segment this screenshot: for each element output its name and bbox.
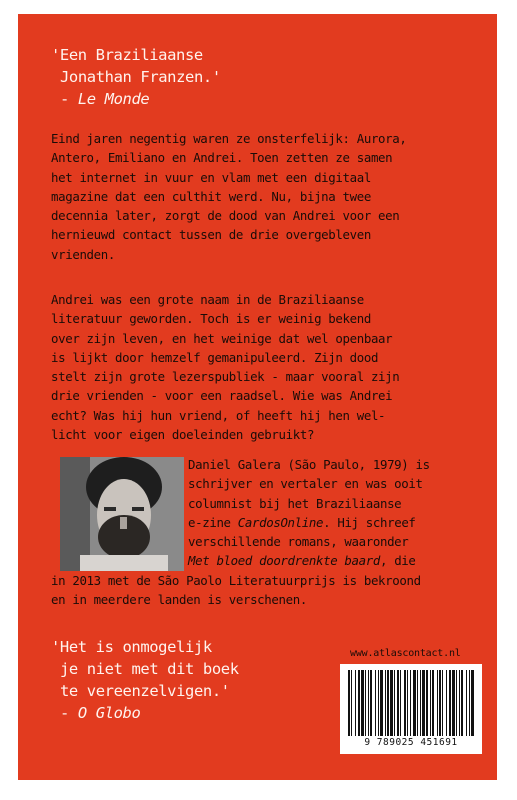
quote-line: Jonathan Franzen.': [60, 68, 221, 86]
text-line: Eind jaren negentig waren ze onsterfelijk: Aurora,: [51, 131, 407, 146]
blurb-paragraph-1: [51, 129, 491, 264]
quote-source: - Le Monde: [60, 90, 150, 108]
barcode-bar: [380, 670, 383, 736]
text-line: Antero, Emiliano en Andrei. Toen zetten ze samen: [51, 150, 393, 166]
text-line: is lijkt door hemzelf gemanipuleerd. Zijn dood: [51, 349, 379, 365]
bio-line: columnist bij het Braziliaanse: [188, 495, 402, 511]
bio-line: verschillende romans, waaronder: [188, 534, 409, 550]
text-line: magazine dat een culthit werd. Nu, bijna twee: [51, 188, 371, 204]
barcode-bar: [387, 670, 389, 736]
barcode-bar: [348, 670, 350, 736]
quote-line: je niet met dit boek: [60, 660, 239, 678]
barcode-bar: [378, 670, 379, 736]
barcode-bar: [385, 670, 386, 736]
barcode-bar: [394, 670, 395, 736]
barcode-bar: [426, 670, 428, 736]
text-line: stelt zijn grote lezerspubliek - maar vooral zijn: [51, 369, 400, 385]
barcode-bar: [365, 670, 366, 736]
quote-line: 'Het is onmogelijk: [51, 638, 212, 656]
text-line: over zijn leven, en het weinige dat wel openbaar: [51, 330, 393, 346]
barcode-bar: [437, 670, 438, 736]
barcode-bar: [351, 670, 352, 736]
review-quote-bottom: [51, 636, 239, 724]
bio-line: in 2013 met de São Paolo Literatuurprijs is bekroond: [51, 572, 421, 588]
barcode-bar: [413, 670, 416, 736]
barcode-bar: [439, 670, 441, 736]
isbn-barcode: [340, 664, 482, 754]
barcode-bar: [449, 670, 451, 736]
barcode-bar: [361, 670, 364, 736]
review-quote-top: [51, 44, 221, 110]
bio-line: Daniel Galera (São Paulo, 1979) is: [188, 457, 430, 472]
text-line: decennia later, zorgt de dood van Andrei voor een: [51, 208, 400, 224]
quote-source: - O Globo: [60, 704, 141, 722]
barcode-bar: [459, 670, 460, 736]
blurb-paragraph-2: [51, 290, 491, 444]
barcode-bar: [404, 670, 406, 736]
barcode-bar: [452, 670, 455, 736]
barcode-bar: [370, 670, 372, 736]
author-bio: [51, 455, 491, 609]
barcode-bar: [407, 670, 408, 736]
barcode-bar: [410, 670, 411, 736]
text-line: literatuur geworden. Toch is er weinig bekend: [51, 311, 371, 327]
text-line: echt? Was hij hun vriend, of heeft hij hen wel-: [51, 407, 386, 423]
text-line: licht voor eigen doeleinden gebruikt?: [51, 427, 315, 443]
barcode-bar: [397, 670, 399, 736]
barcode-bar: [422, 670, 425, 736]
barcode-bar: [461, 670, 463, 736]
barcode-bar: [400, 670, 401, 736]
barcode-bar: [471, 670, 474, 736]
barcode-bar: [420, 670, 421, 736]
barcode-bar: [466, 670, 467, 736]
publisher-website: www.atlascontact.nl: [350, 648, 461, 659]
bio-line: Met bloed doordrenkte baard, die: [188, 553, 416, 569]
barcode-bars: [346, 670, 476, 736]
bio-line: en in meerdere landen is verschenen.: [51, 592, 307, 608]
isbn-number: 9 789025 451691: [364, 737, 458, 748]
barcode-bar: [469, 670, 470, 736]
quote-line: te vereenzelvigen.': [60, 682, 230, 700]
bio-line: e-zine CardosOnline. Hij schreef: [188, 514, 416, 530]
barcode-bar: [355, 670, 356, 736]
barcode-bar: [390, 670, 393, 736]
text-line: hernieuwd contact tussen de drie overgebleven: [51, 227, 371, 243]
barcode-bar: [446, 670, 447, 736]
barcode-bar: [456, 670, 457, 736]
barcode-bar: [375, 670, 376, 736]
quote-line: 'Een Braziliaanse: [51, 46, 203, 64]
text-line: drie vrienden - voor een raadsel. Wie was Andrei: [51, 388, 393, 404]
text-line: het internet in vuur en vlam met een digitaal: [51, 169, 371, 185]
barcode-bar: [432, 670, 434, 736]
back-cover: [18, 14, 497, 780]
barcode-bar: [368, 670, 369, 736]
text-line: Andrei was een grote naam in de Braziliaanse: [51, 292, 364, 307]
bio-line: schrijver en vertaler en was ooit: [188, 476, 423, 492]
barcode-bar: [358, 670, 360, 736]
barcode-bar: [417, 670, 418, 736]
barcode-bar: [430, 670, 431, 736]
text-line: vrienden.: [51, 246, 115, 262]
barcode-bar: [442, 670, 443, 736]
